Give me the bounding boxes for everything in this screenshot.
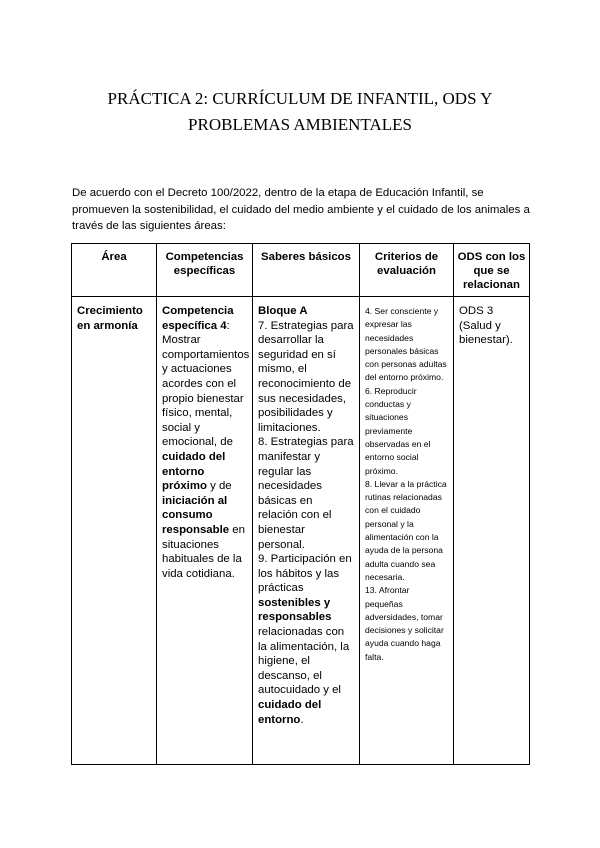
criterio-4: 4. Ser consciente y expresar las necesidades personales básicas con personas adultas del entorno próximo.: [365, 306, 447, 383]
intro-paragraph: De acuerdo con el Decreto 100/2022, dentro de la etapa de Educación Infantil, se promueven la sostenibilidad, el cuidado del medio ambiente y el cuidado de los animales a través de las siguientes áreas:: [72, 187, 530, 232]
saber-9: [258, 552, 354, 727]
saberes-text: [253, 297, 359, 727]
saberes-bloque: Bloque A: [258, 305, 308, 317]
saber-9-end: .: [300, 713, 304, 726]
saber-9-bold-1: sostenibles y responsables: [258, 596, 332, 624]
criterios-text: [360, 297, 453, 664]
cell-criterios: [360, 297, 454, 765]
competencia-bold-2: iniciación al consumo responsable: [162, 494, 230, 536]
criterio-8: 8. Llevar a la práctica rutinas relacionadas con el cuidado personal y la alimentación con la ayuda de la persona adulta cuando sea necesaria.: [365, 478, 447, 582]
competencia-text-3: en situaciones habituales de la vida cotidiana.: [162, 523, 245, 580]
criterio-13: 13. Afrontar pequeñas adversidades, tomar decisiones y solicitar ayuda cuando haga falta.: [365, 585, 444, 662]
header-criterios: Criterios de evaluación: [360, 244, 454, 297]
saber-9-bold-2: cuidado del entorno: [258, 699, 322, 726]
table-header-row: [72, 244, 530, 297]
saber-9-text-1: 9. Participación en los hábitos y las prácticas: [258, 553, 352, 595]
header-ods: ODS con los que se relacionan: [454, 244, 530, 297]
competencias-text: [157, 297, 252, 581]
header-area: Área: [72, 244, 157, 297]
title-line-1: PRÁCTICA 2: CURRÍCULUM DE INFANTIL, ODS Y: [107, 89, 493, 108]
header-competencias: Competencias específicas: [157, 244, 253, 297]
saber-9-text-2: relacionadas con la alimentación, la higiene, el descanso, el autocuidado y el: [258, 626, 350, 697]
cell-area: [72, 297, 157, 765]
cell-saberes: [253, 297, 360, 765]
criterio-6: 6. Reproducir conductas y situaciones previamente observadas en el entorno social próximo.: [365, 385, 431, 476]
competencia-colon: :: [226, 319, 230, 332]
header-saberes: Saberes básicos: [253, 244, 360, 297]
cell-ods: [454, 297, 530, 765]
competencia-title: Competencia específica 4: [162, 305, 234, 332]
table-row: [72, 297, 530, 765]
page-title: [70, 86, 530, 138]
saber-8: 8. Estrategias para manifestar y regular las necesidades básicas en relación con el bienestar personal.: [258, 436, 354, 551]
area-name: Crecimiento en armonía: [77, 305, 143, 332]
title-line-2: PROBLEMAS AMBIENTALES: [188, 115, 412, 134]
saber-7: 7. Estrategias para desarrollar la seguridad en sí mismo, el reconocimiento de sus necesidades, posibilidades y limitaciones.: [258, 319, 354, 434]
cell-competencias: [157, 297, 253, 765]
competencia-text-1: Mostrar comportamientos y actuaciones acordes con el propio bienestar físico, mental, social y emocional, de: [162, 334, 250, 449]
curriculum-table: [71, 243, 530, 765]
ods-text: ODS 3 (Salud y bienestar).: [459, 305, 513, 347]
competencia-text-2: y de: [206, 480, 232, 493]
competencia-bold-1: cuidado del entorno próximo: [162, 450, 226, 493]
